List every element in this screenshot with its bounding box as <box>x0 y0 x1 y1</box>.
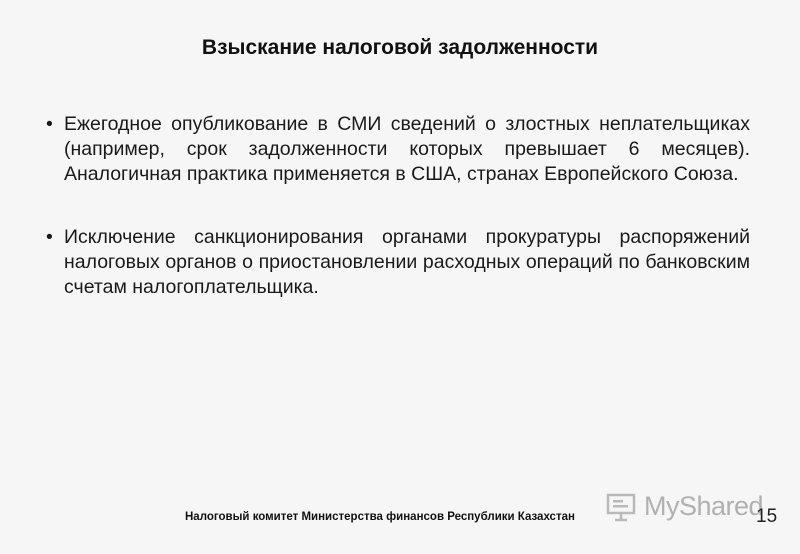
footer-organization: Налоговый комитет Министерства финансов Республики Казахстан <box>185 511 575 523</box>
bullet-text: Исключение санкционирования органами прокуратуры распоряжений налоговых органов о приостановлении расходных операций по банковским счетам налогоплательщика. <box>64 226 750 298</box>
bullet-list <box>46 112 750 300</box>
bullet-item <box>46 225 750 300</box>
slide-title: Взыскание налоговой задолженности <box>201 36 599 59</box>
page-number: 15 <box>756 506 778 527</box>
bullet-marker: • <box>46 113 53 135</box>
presentation-board-icon <box>606 492 640 522</box>
watermark-text: MyShared <box>644 491 764 521</box>
bullet-item <box>46 112 750 187</box>
bullet-marker: • <box>46 226 53 248</box>
bullet-text: Ежегодное опубликование в СМИ сведений о злостных неплательщиках (например, срок задолженности которых превышает 6 месяцев). Аналогичная практика применяется в США, странах Европейского Союза. <box>64 113 750 185</box>
watermark <box>606 491 763 522</box>
